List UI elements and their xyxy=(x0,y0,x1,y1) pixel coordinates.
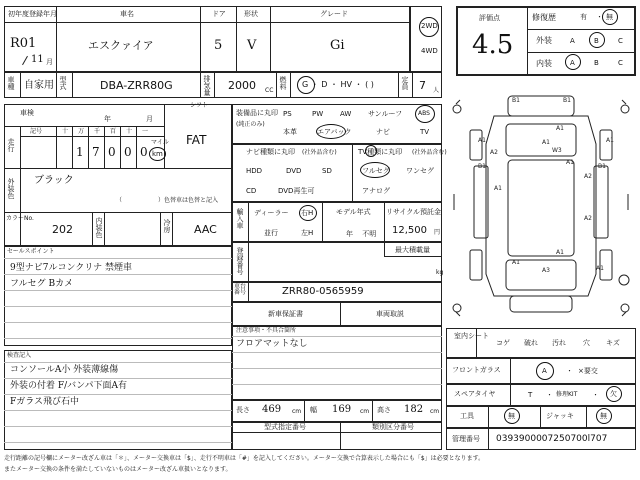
exterior-label: 外装色 xyxy=(7,178,15,199)
mileage-label: 走行 xyxy=(7,138,15,152)
usage-label: 車種 xyxy=(7,76,15,90)
cabin-label: 室内シート xyxy=(454,332,489,340)
inspector-line: Fガラス飛び石中 xyxy=(10,397,79,407)
cabin-hole: 穴 xyxy=(583,339,590,347)
inspector-line: 外装の付着 F/バンパ下面A有 xyxy=(10,381,128,391)
front-glass-a: A xyxy=(542,367,547,375)
header-block xyxy=(4,6,410,72)
right-hand: 右H xyxy=(301,209,314,217)
footer-note-2: またメーター交換の条件を満たしていないものはメーター改ざん車扱いとなります。 xyxy=(4,466,232,473)
tv-oneseg: ワンセグ xyxy=(406,167,434,175)
color-no-label: カラーNo. xyxy=(6,215,34,222)
spare-missing: 欠 xyxy=(610,390,617,398)
equipment-title: 装備品に丸印 xyxy=(236,109,278,117)
sales-point-label: セールスポイント xyxy=(7,248,55,255)
doors-label: ドア xyxy=(212,10,226,18)
mileage-digit: 0 xyxy=(124,145,132,159)
mileage-symbol: 記号 xyxy=(30,128,43,135)
dealer-label: ディーラー xyxy=(254,209,289,217)
mileage-digit: 0 xyxy=(140,145,148,159)
tv-fullseg: フルセグ xyxy=(362,167,390,175)
interior-grade-c: C xyxy=(618,59,623,67)
digit-label: 百 xyxy=(110,128,117,135)
cabin-tear: 破れ xyxy=(524,339,538,347)
chassis-label: 車台番号 xyxy=(234,283,247,296)
footer-note: 走行距離の記号欄にメーター改ざん車は「＊」、メーター交換車は「$」、走行不明車は「#」を記入してください。メーター交換で合算表示した場合にも「$」は必要となります。 xyxy=(4,455,485,462)
shape-value: V xyxy=(247,38,257,53)
length-label: 長さ xyxy=(236,406,250,414)
sales-point-block xyxy=(4,246,232,346)
grade-label: グレード xyxy=(320,10,348,18)
km-unit: km xyxy=(152,150,163,158)
damage-label: A1 xyxy=(556,125,564,132)
navi-hdd: HDD xyxy=(246,167,263,175)
chassis-value: ZRR80-0565959 xyxy=(282,286,364,297)
shape-label: 形状 xyxy=(244,10,258,18)
equip-aw: AW xyxy=(340,110,352,118)
type-label: 型式 xyxy=(59,76,67,90)
cabin-scratch: キズ xyxy=(606,339,620,347)
model-label: 車名 xyxy=(120,10,134,18)
damage-label: B1 xyxy=(478,163,486,170)
equipment-subtitle: (純正のみ) xyxy=(236,121,265,128)
damage-label: A1 xyxy=(494,185,502,192)
repair-no: 無 xyxy=(606,13,613,21)
front-glass-label: フロントガラス xyxy=(452,366,501,374)
equip-sunroof: サンルーフ xyxy=(368,110,403,118)
inspection-year: 年 xyxy=(104,115,111,123)
drive-2wd: 2WD xyxy=(421,22,438,30)
mile-unit: マイル xyxy=(151,139,169,146)
damage-label: A1 xyxy=(566,159,574,166)
cooler-value: AAC xyxy=(194,223,217,236)
mileage-digit: 0 xyxy=(108,145,116,159)
interior-color-label: 内装色 xyxy=(95,217,103,238)
reg-year: R01 xyxy=(10,36,37,51)
spare-dot2: ・ xyxy=(592,391,599,399)
digit-label: 千 xyxy=(94,128,101,135)
length-value: 469 xyxy=(262,404,282,415)
type-row xyxy=(4,72,442,98)
inspector-label: 検査記入 xyxy=(7,352,32,359)
parallel-label: 並行 xyxy=(264,229,278,237)
car-diagram xyxy=(446,84,638,324)
reg-no-label: 登録番号 xyxy=(236,247,244,275)
grade-value: Gi xyxy=(330,38,345,53)
warranty-block xyxy=(232,302,442,326)
cabin-stain: 汚れ xyxy=(552,339,566,347)
navi-note: (社外品含む) xyxy=(302,149,337,156)
navi-dvd-play: DVD再生可 xyxy=(278,187,315,195)
damage-label: A2 xyxy=(490,149,498,156)
exterior-grade-b: B xyxy=(594,37,599,45)
width-value: 169 xyxy=(332,404,352,415)
reg-year-label: 初年度登録年月 xyxy=(8,10,57,18)
sales-point-line: フルセグ Bカメ xyxy=(10,279,74,289)
damage-label: A1 xyxy=(606,137,614,144)
equip-airbag: エアバック xyxy=(317,128,352,136)
sales-point-line: 9型ナビ7ルコンクリナ 禁煙車 xyxy=(10,263,132,273)
damage-label: A1 xyxy=(596,265,604,272)
displacement-label: 排気量 xyxy=(203,75,211,96)
capacity-label: 定員 xyxy=(401,76,409,90)
equip-leather: 本革 xyxy=(283,128,297,136)
tv-note: (社外品含む) xyxy=(412,149,447,156)
interior-grade-a: A xyxy=(570,59,575,67)
damage-label: A1 xyxy=(478,137,486,144)
shift-value: FAT xyxy=(186,133,207,147)
damage-label: A3 xyxy=(542,267,550,274)
damage-label: A1 xyxy=(512,259,520,266)
navi-title: ナビ種類に丸印 xyxy=(246,148,295,156)
class-number-label: 類別区分番号 xyxy=(372,423,414,431)
inspector-line: コンソールA小 外装薄線傷 xyxy=(10,365,119,375)
repair-label: 修復歴 xyxy=(532,13,556,22)
navi-dvd: DVD xyxy=(286,167,302,175)
damage-label: A1 xyxy=(556,249,564,256)
digit-label: 万 xyxy=(78,128,85,135)
color-no-value: 202 xyxy=(52,223,73,236)
score-label: 評価点 xyxy=(479,14,500,22)
repair-dot: ・ xyxy=(596,13,603,21)
fuel-label: 燃料 xyxy=(279,76,287,90)
model-name: エスクァイア xyxy=(88,39,154,52)
exterior-color: ブラック xyxy=(34,175,74,186)
recycle-value: 12,500 xyxy=(392,225,427,236)
jack-value: 無 xyxy=(600,412,607,420)
interior-grade-b: B xyxy=(594,59,599,67)
drive-box xyxy=(410,6,442,72)
spare-dot: ・ xyxy=(546,391,553,399)
import-label: 輸入車 xyxy=(236,208,244,229)
front-glass-dot: ・ xyxy=(566,367,573,375)
model-year-label: モデル年式 xyxy=(336,208,371,216)
mileage-digit: 1 xyxy=(76,145,84,159)
exterior-note: （ ）色替車は色替と記入 xyxy=(116,197,219,204)
width-label: 幅 xyxy=(310,406,317,414)
damage-label: A2 xyxy=(584,173,592,180)
navi-cd: CD xyxy=(246,187,257,195)
max-load-label: 最大積載量 xyxy=(395,246,430,254)
width-unit: cm xyxy=(360,408,370,415)
defects-label: 注意事項・不具合箇所 xyxy=(236,327,297,334)
digit-label: 十 xyxy=(62,128,69,135)
type-value: DBA-ZRR80G xyxy=(100,79,173,92)
defects-block xyxy=(232,326,442,400)
repair-yes: 有 xyxy=(580,13,587,21)
exterior-grade-label: 外装 xyxy=(536,36,552,45)
equip-tv: TV xyxy=(420,128,430,136)
damage-label: A1 xyxy=(542,139,550,146)
navi-sd: SD xyxy=(322,167,332,175)
spare-label: スペアタイヤ xyxy=(454,390,496,398)
mileage-digit: 7 xyxy=(92,145,100,159)
displacement-value: 2000 xyxy=(228,79,256,92)
damage-label: B1 xyxy=(563,97,571,104)
equip-ps: PS xyxy=(283,110,292,118)
exterior-grade-c: C xyxy=(618,37,623,45)
manual-label: 車両取説 xyxy=(376,310,404,318)
tools-value: 無 xyxy=(508,412,515,420)
mgmt-value: 0393900007250700l707 xyxy=(496,434,608,444)
spare-kit: 修理KIT xyxy=(556,391,578,398)
spare-t: T xyxy=(528,391,533,399)
yen-unit: 円 xyxy=(434,229,441,236)
type-designation-label: 型式指定番号 xyxy=(264,423,306,431)
fuel-options: G ・ D ・ HV ・ ( ) xyxy=(302,80,374,89)
defects-text: フロアマットなし xyxy=(236,339,308,349)
length-unit: cm xyxy=(292,408,302,415)
cabin-burn: コゲ xyxy=(496,339,510,347)
doors-value: 5 xyxy=(214,38,223,53)
front-glass-replace: ×要交 xyxy=(578,367,598,375)
exterior-grade-a: A xyxy=(570,37,575,45)
interior-grade-label: 内装 xyxy=(536,59,552,68)
warranty-label: 新車保証書 xyxy=(268,310,303,318)
damage-label: B1 xyxy=(512,97,520,104)
equip-abs: ABS xyxy=(418,110,430,117)
damage-label: W3 xyxy=(552,147,562,154)
recycle-label: リサイクル預託金 xyxy=(386,208,442,216)
model-year-value: 年 不明 xyxy=(346,230,377,238)
equip-pw: PW xyxy=(312,110,324,118)
shift-label: シフト xyxy=(190,102,209,109)
height-unit: cm xyxy=(430,408,440,415)
tools-label: 工具 xyxy=(460,412,474,420)
inspection-month: 月 xyxy=(146,115,153,123)
cc-unit: CC xyxy=(265,87,274,94)
digit-label: 一 xyxy=(142,128,149,135)
cooler-label: 冷房 xyxy=(163,219,171,233)
height-value: 182 xyxy=(404,404,424,415)
capacity-unit: 人 xyxy=(433,87,440,94)
mgmt-label: 管理番号 xyxy=(452,435,480,443)
digit-label: 十 xyxy=(126,128,133,135)
tv-title: TV種類に丸印 xyxy=(358,148,403,156)
month-unit: 月 xyxy=(46,58,53,66)
inspection-label: 車検 xyxy=(20,109,34,117)
damage-label: B1 xyxy=(598,163,606,170)
score-value: 4.5 xyxy=(472,30,514,60)
drive-4wd: 4WD xyxy=(421,47,438,55)
damage-label: A2 xyxy=(584,215,592,222)
kg-unit: kg xyxy=(436,269,444,276)
height-label: 高さ xyxy=(377,406,391,414)
jack-label: ジャッキ xyxy=(546,412,574,420)
tv-analog: アナログ xyxy=(362,187,390,195)
usage-value: 自家用 xyxy=(24,80,54,91)
reg-month: 11 xyxy=(31,54,44,65)
equip-navi: ナビ xyxy=(376,128,390,136)
left-hand: 左H xyxy=(301,229,314,237)
capacity-value: 7 xyxy=(419,79,426,92)
